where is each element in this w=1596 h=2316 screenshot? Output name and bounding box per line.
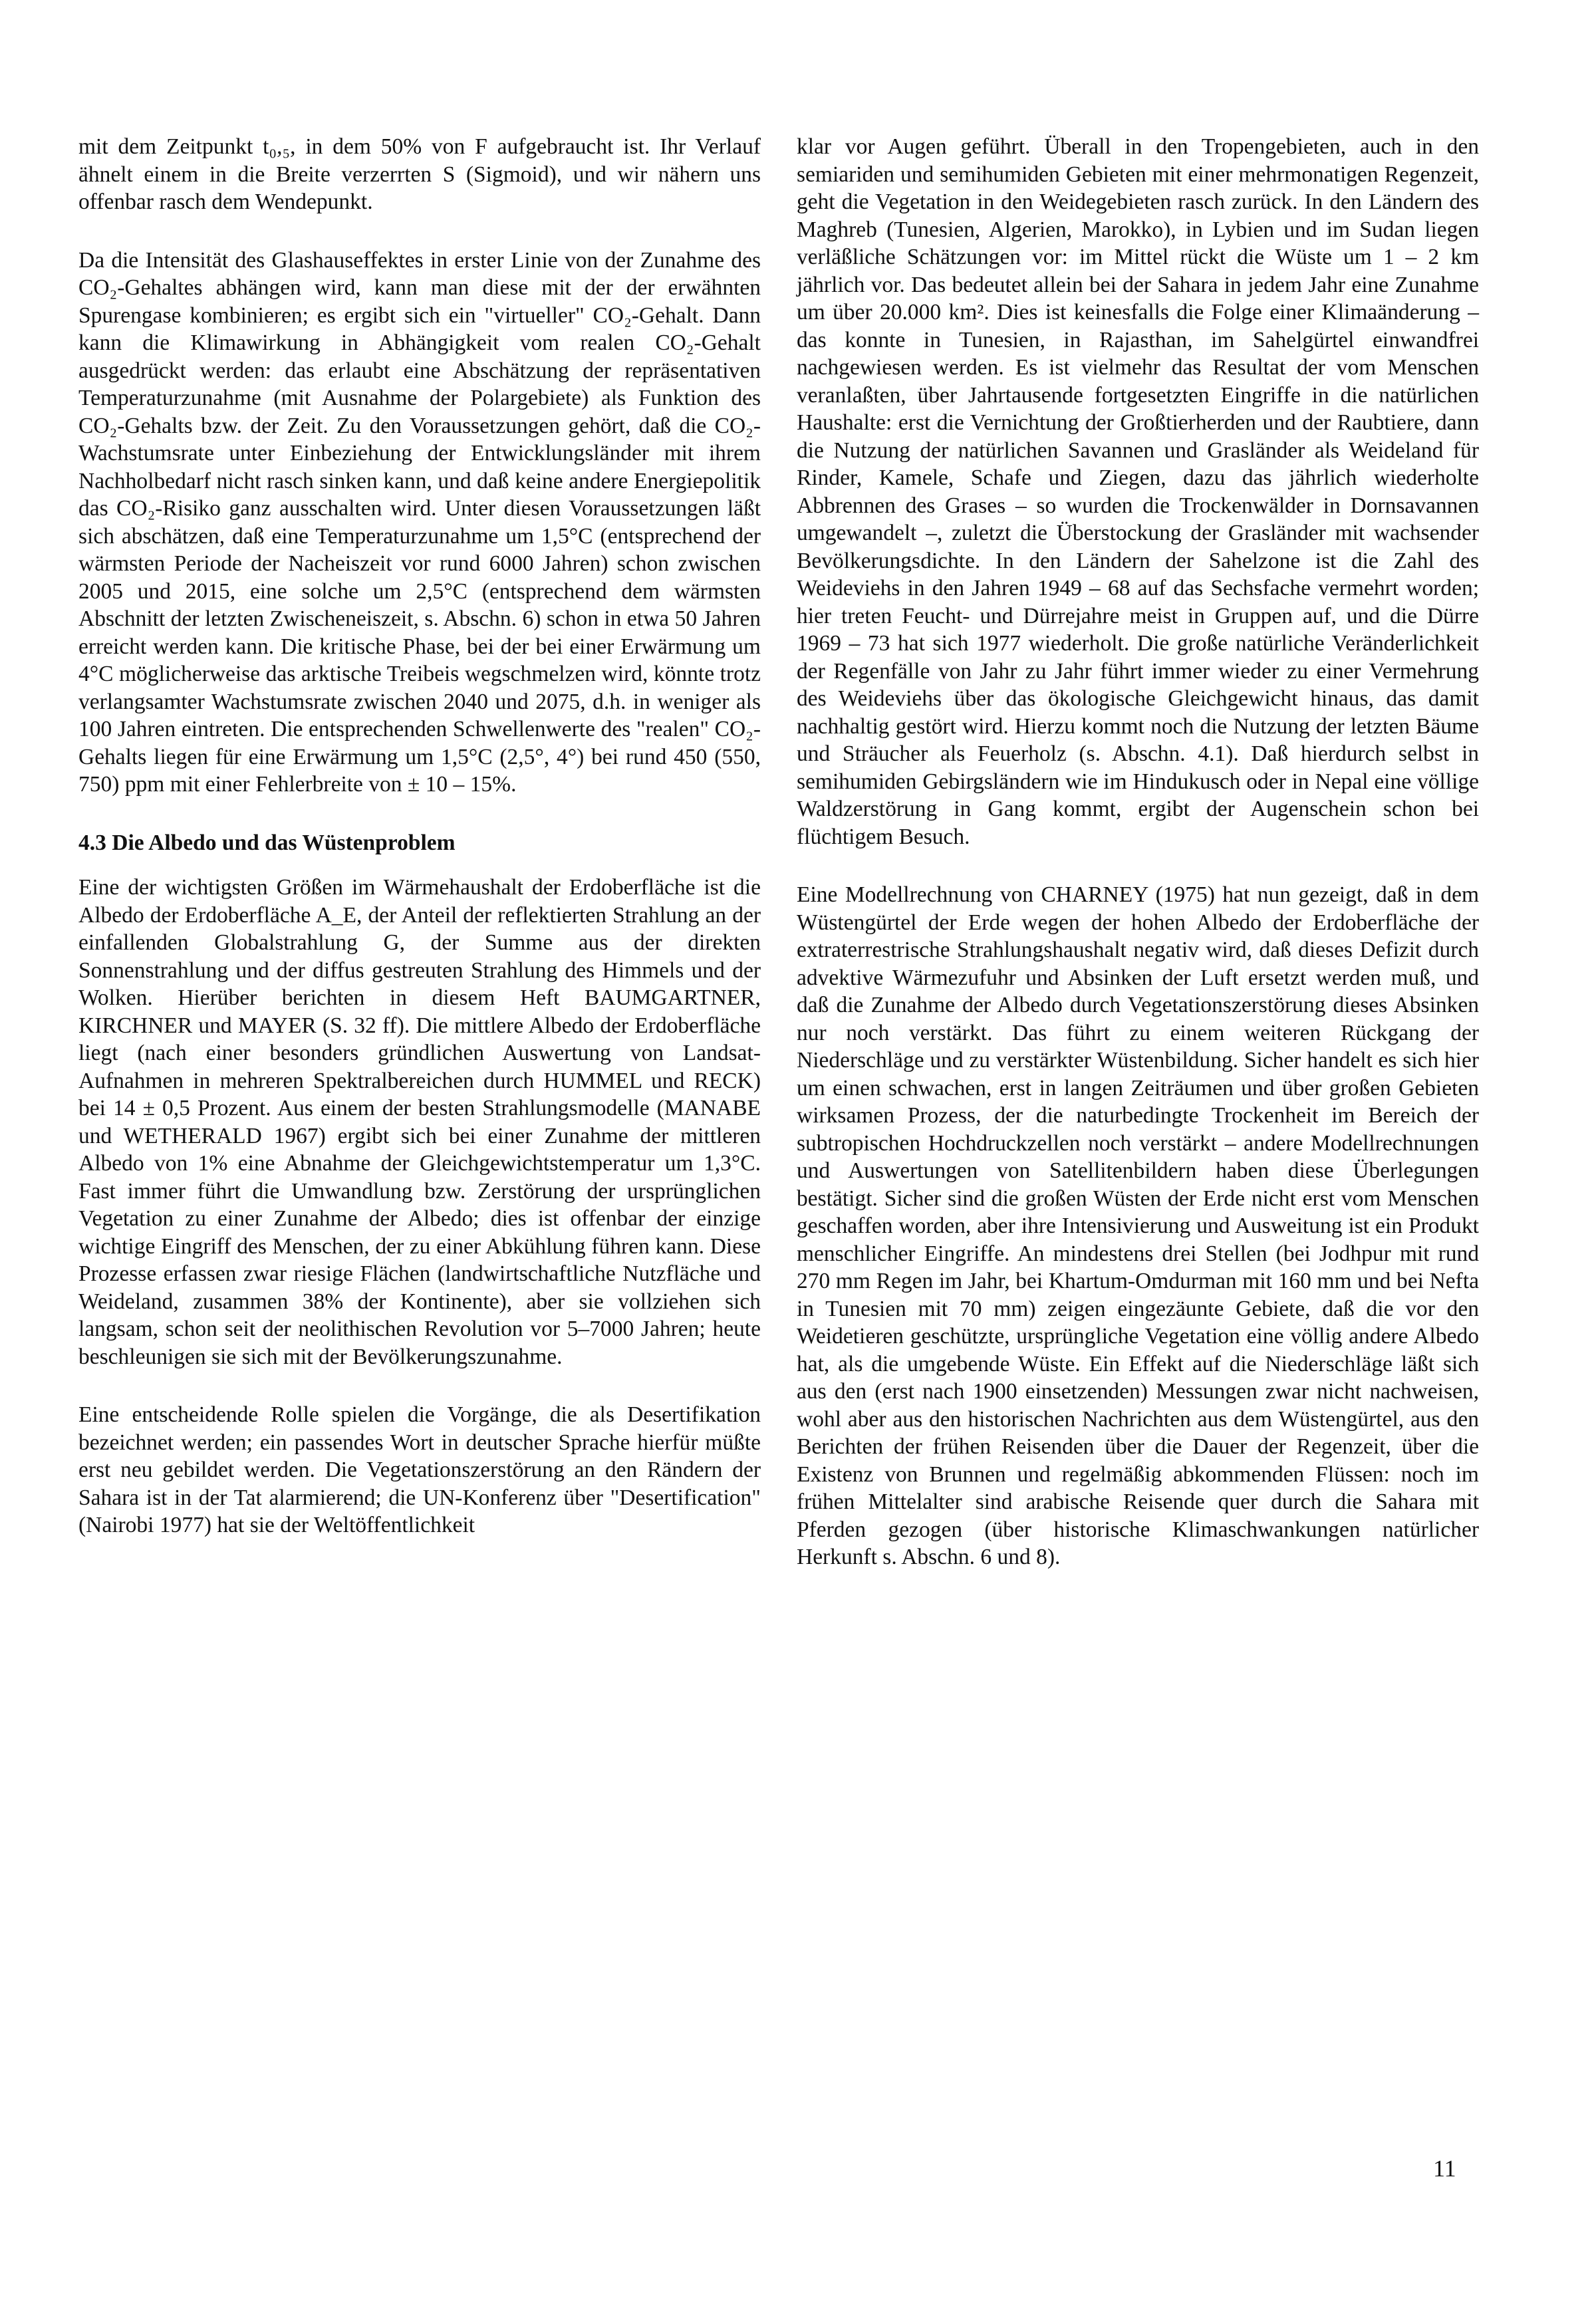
right-column <box>797 133 1479 1602</box>
paragraph: Eine Modellrechnung von CHARNEY (1975) hat nun gezeigt, daß in dem Wüstengürtel der Erde wegen der hohen Albedo der Erdoberfläche der extraterrestrische Strahlungshaushalt negativ wird, daß dieses Defizit durch advektive Wärmezufuhr und Absinken der Luft ersetzt werden muß, und daß die Zunahme der Albedo durch Vegetationszerstörung dieses Absinken nur noch verstärkt. Das führt zu einem weiteren Rückgang der Niederschläge und zu verstärkter Wüstenbildung. Sicher handelt es sich hier um einen schwachen, erst in langen Zeiträumen und über großen Gebieten wirksamen Prozess, der die naturbedingte Trockenheit im Bereich der subtropischen Hochdruckzellen noch verstärkt – andere Modellrechnungen und Auswertungen von Satellitenbildern haben diese Überlegungen bestätigt. Sicher sind die großen Wüsten der Erde nicht erst vom Menschen geschaffen worden, aber ihre Intensivierung und Ausweitung ist ein Produkt menschlicher Eingriffe. An mindestens drei Stellen (bei Jodhpur mit rund 270 mm Regen im Jahr, bei Khartum-Omdurman mit 160 mm und bei Nefta in Tunesien mit 70 mm) zeigen eingezäunte Gebiete, daß die vor den Weidetieren geschützte, ursprüngliche Vegetation eine völlig andere Albedo hat, als die umgebende Wüste. Ein Effekt auf die Niederschläge läßt sich aus den (erst nach 1900 einsetzenden) Messungen zwar nicht nachweisen, wohl aber aus den historischen Nachrichten aus dem Wüstengürtel, aus den Berichten der frühen Reisenden über die Dauer der Regenzeit, über die Existenz von Brunnen und regelmäßig abkommenden Flüssen: noch im frühen Mittelalter sind arabische Reisende quer durch die Sahara mit Pferden gezogen (über historische Klimaschwankungen natürlicher Herkunft s. Abschn. 6 und 8). <box>797 882 1479 1569</box>
left-column <box>78 133 761 1570</box>
paragraph: mit dem Zeitpunkt t₀,₅, in dem 50% von F aufgebraucht ist. Ihr Verlauf ähnelt einem in die Breite verzerrten S (Sigmoid), und wir nähern uns offenbar rasch dem Wendepunkt. <box>78 134 761 214</box>
paragraph: Da die Intensität des Glashauseffektes in erster Linie von der Zunahme des CO₂-Gehaltes abhängen wird, kann man diese mit der der erwähnten Spurengase kombinieren; es ergibt sich ein "virtueller" CO₂-Gehalt. Dann kann die Klimawirkung in Abhängigkeit vom realen CO₂-Gehalt ausgedrückt werden: das erlaubt eine Abschätzung der repräsentativen Temperaturzunahme (mit Ausnahme der Polargebiete) als Funktion des CO₂-Gehalts bzw. der Zeit. Zu den Voraussetzungen gehört, daß die CO₂-Wachstumsrate unter Einbeziehung der Entwicklungsländer mit ihrem Nachholbedarf nicht rasch sinken kann, und daß keine andere Energiepolitik das CO₂-Risiko ganz ausschalten wird. Unter diesen Voraussetzungen läßt sich abschätzen, daß eine Temperaturzunahme um 1,5°C (entsprechend der wärmsten Periode der Nacheiszeit vor rund 6000 Jahren) schon zwischen 2005 und 2015, eine solche um 2,5°C (entsprechend dem wärmsten Abschnitt der letzten Zwischeneiszeit, s. Abschn. 6) schon in etwa 50 Jahren erreicht werden kann. Die kritische Phase, bei der bei einer Erwärmung um 4°C möglicherweise das arktische Treibeis wegschmelzen wird, könnte trotz verlangsamter Wachstumsrate zwischen 2040 und 2075, d.h. in weniger als 100 Jahren eintreten. Die entsprechenden Schwellenwerte des "realen" CO₂-Gehalts liegen für eine Erwärmung um 1,5°C (2,5°, 4°) bei rund 450 (550, 750) ppm mit einer Fehlerbreite von ± 10 – 15%. <box>78 247 761 797</box>
page-number: 11 <box>1433 2155 1456 2182</box>
paragraph: Eine entscheidende Rolle spielen die Vorgänge, die als Desertifikation bezeichnet werden; ein passendes Wort in deutscher Sprache hierfür müßte erst neu gebildet werden. Die Vegetationszerstörung an den Rändern der Sahara ist in der Tat alarmierend; die UN-Konferenz über "Desertification" (Nairobi 1977) hat sie der Weltöffentlichkeit <box>78 1402 761 1537</box>
paragraph: Eine der wichtigsten Größen im Wärmehaushalt der Erdoberfläche ist die Albedo der Erdoberfläche A_E, der Anteil der reflektierten Strahlung an der einfallenden Globalstrahlung G, der Summe aus der direkten Sonnenstrahlung und der diffus gestreuten Strahlung des Himmels und der Wolken. Hierüber berichten in diesem Heft BAUMGARTNER, KIRCHNER und MAYER (S. 32 ff). Die mittlere Albedo der Erdoberfläche liegt (nach einer besonders gründlichen Auswertung von Landsat-Aufnahmen in mehreren Spektralbereichen durch HUMMEL und RECK) bei 14 ± 0,5 Prozent. Aus einem der besten Strahlungsmodelle (MANABE und WETHERALD 1967) ergibt sich bei einer Zunahme der mittleren Albedo von 1% eine Abnahme der Gleichgewichtstemperatur um 1,3°C. Fast immer führt die Umwandlung bzw. Zerstörung der ursprünglichen Vegetation zu einer Zunahme der Albedo; dies ist offenbar der einzige wichtige Eingriff des Menschen, der zu einer Abkühlung führen kann. Diese Prozesse erfassen zwar riesige Flächen (landwirtschaftliche Nutzfläche und Weideland, zusammen 38% der Kontinente), aber sie vollziehen sich langsam, schon seit der neolithischen Revolution vor 5–7000 Jahren; heute beschleunigen sie sich mit der Bevölkerungszunahme. <box>78 875 761 1369</box>
paragraph: klar vor Augen geführt. Überall in den Tropengebieten, auch in den semiariden und semihumiden Gebieten mit einer mehrmonatigen Regenzeit, geht die Vegetation in den Weidegebieten rasch zurück. In den Ländern des Maghreb (Tunesien, Algerien, Marokko), in Lybien und im Sudan liegen verläßliche Schätzungen vor: im Mittel rückt die Wüste um 1 – 2 km jährlich vor. Das bedeutet allein bei der Sahara in jedem Jahr eine Zunahme um über 20.000 km². Dies ist keinesfalls die Folge einer Klimaänderung – das konnte in Tunesien, in Rajasthan, im Sahelgürtel einwandfrei nachgewiesen werden. Es ist vielmehr das Resultat der vom Menschen veranlaßten, über Jahrtausende fortgesetzten Eingriffe in die natürlichen Haushalte: erst die Vernichtung der Großtierherden und der Raubtiere, dann die Nutzung der natürlichen Savannen und Grasländer als Weideland für Rinder, Kamele, Schafe und Ziegen, dazu das jährlich wiederholte Abbrennen des Grases – so wurden die Trockenwälder in Dornsavannen umgewandelt –, zuletzt die Überstockung der Grasländer mit wachsender Bevölkerungsdichte. In den Ländern der Sahelzone ist die Zahl des Weideviehs in den Jahren 1949 – 68 auf das Sechsfache vermehrt worden; hier treten Feucht- und Dürrejahre meist in Gruppen auf, und die Dürre 1969 – 73 hat sich 1977 wiederholt. Die große natürliche Veränderlichkeit der Regenfälle von Jahr zu Jahr führt immer wieder zu einer Vermehrung des Weideviehs über das ökologische Gleichgewicht hinaus, das damit nachhaltig gestört wird. Hierzu kommt noch die Nutzung der letzten Bäume und Sträucher als Feuerholz (s. Abschn. 4.1). Daß hierdurch selbst in semihumiden Gebirgsländern wie im Hindukusch oder in Nepal eine völlige Waldzerstörung in Gang kommt, ergibt der Augenschein schon bei flüchtigem Besuch. <box>797 134 1479 849</box>
section-heading: 4.3 Die Albedo und das Wüstenproblem <box>78 830 456 855</box>
